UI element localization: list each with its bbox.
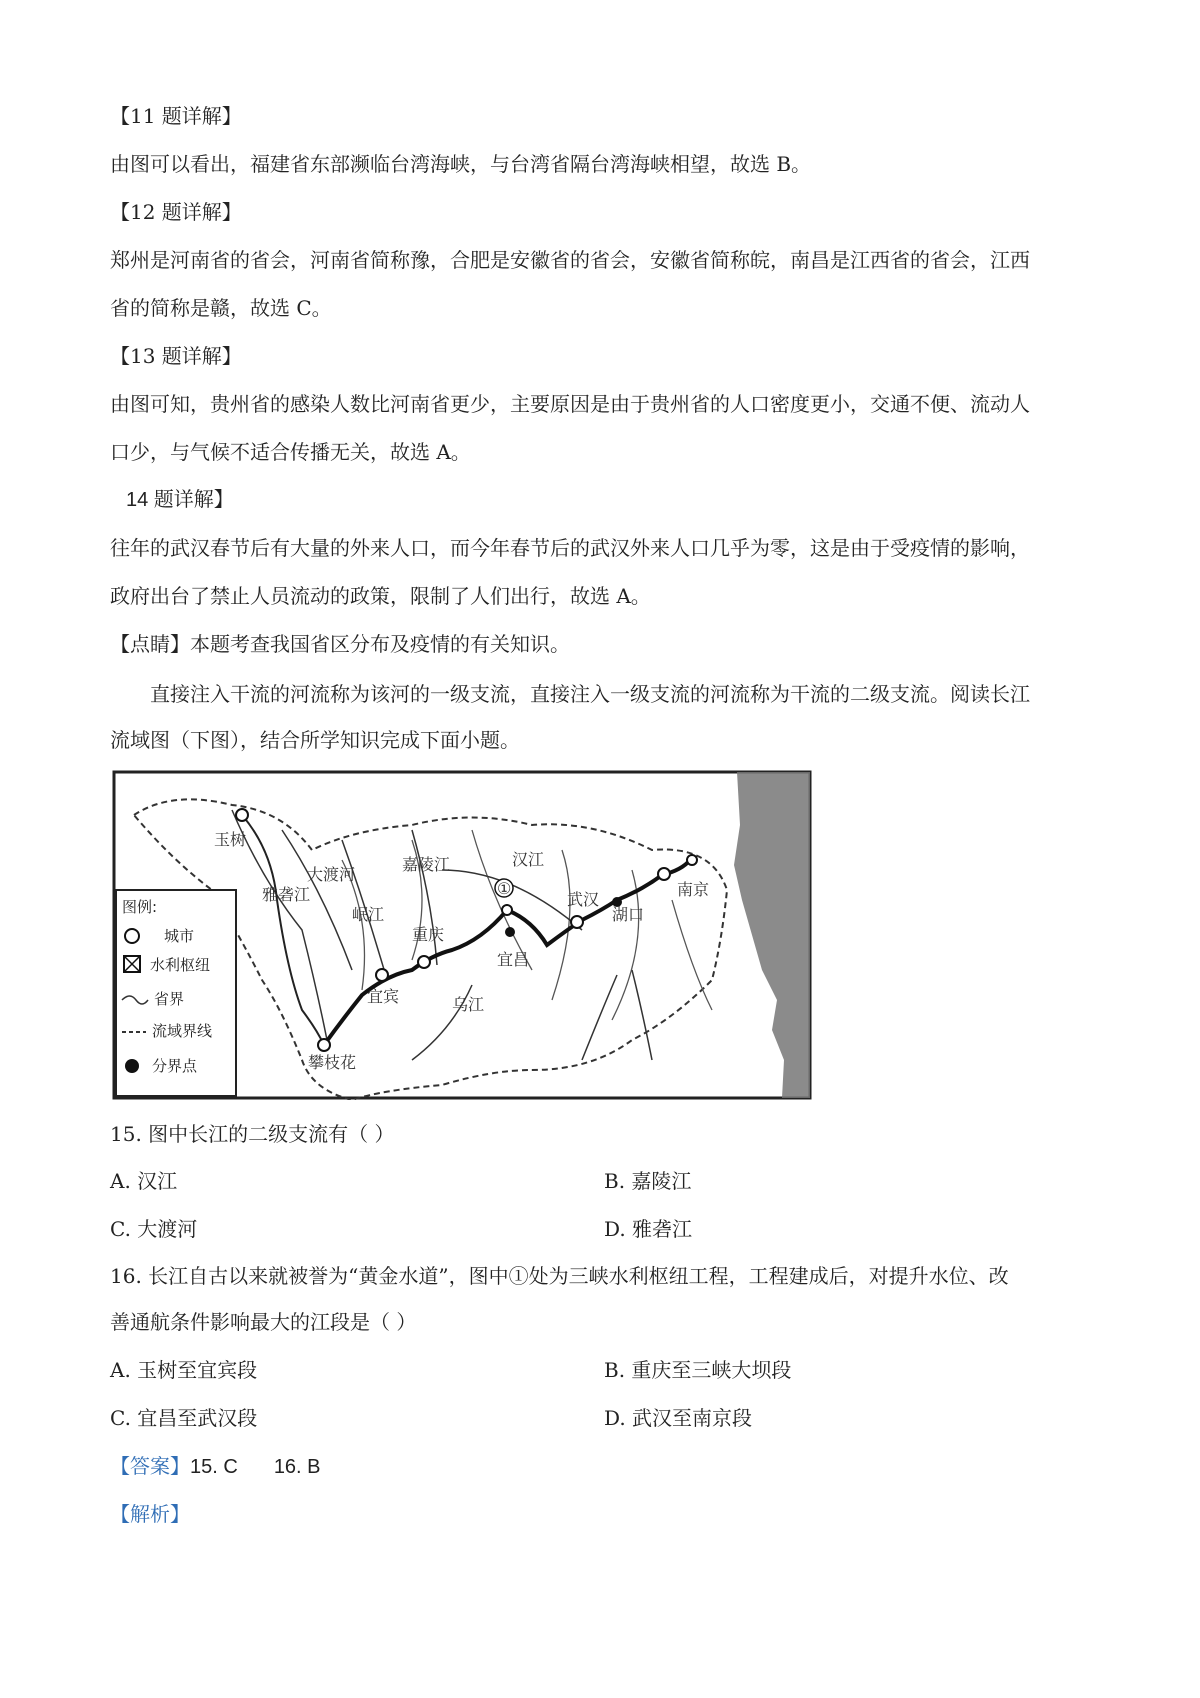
city-wuhan	[571, 916, 583, 928]
legend-dam: 水利枢纽	[150, 956, 211, 974]
intro-paragraph-2: 流域图（下图），结合所学知识完成下面小题。	[110, 728, 520, 752]
city-yushu	[236, 809, 248, 821]
q16-stem-1: 16. 长江自古以来就被誉为“黄金水道”，图中①处为三峡水利枢纽工程，工程建成后，对提升水位、改	[110, 1264, 1009, 1288]
label-hukou: 湖口	[612, 905, 645, 924]
answer-row	[110, 1452, 321, 1481]
answer-16: 16. B	[273, 1456, 321, 1478]
label-dadu: 大渡河	[307, 865, 356, 884]
answer-label: 【答案】	[110, 1454, 190, 1478]
legend-boundary-symbol	[125, 1059, 139, 1073]
yangtze-basin-map	[112, 770, 812, 1100]
label-nanjing: 南京	[677, 880, 710, 899]
city-nanjing	[658, 868, 670, 880]
legend-city-symbol	[125, 929, 139, 943]
q12-body-2: 省的简称是赣，故选 C。	[110, 296, 332, 320]
legend-city: 城市	[164, 927, 195, 945]
city-panzhihua	[318, 1039, 330, 1051]
label-min: 岷江	[352, 905, 385, 924]
q14-heading: 14 题详解】	[126, 489, 234, 511]
city-chongqing	[418, 956, 430, 968]
city-yichang	[502, 905, 512, 915]
label-yichang: 宜昌	[497, 950, 530, 969]
label-chongqing: 重庆	[412, 925, 445, 944]
q11-body: 由图可以看出，福建省东部濒临台湾海峡，与台湾省隔台湾海峡相望，故选 B。	[110, 152, 812, 176]
label-han: 汉江	[512, 850, 545, 869]
boundary-point-yichang	[505, 927, 515, 937]
dianjing-note: 【点睛】本题考查我国省区分布及疫情的有关知识。	[110, 632, 570, 656]
legend-boundary: 分界点	[152, 1057, 198, 1075]
q15-option-a: A. 汉江	[110, 1169, 178, 1193]
label-yibin: 宜宾	[367, 987, 400, 1006]
label-yalong: 雅砻江	[262, 885, 311, 904]
city-yibin	[376, 969, 388, 981]
marker-1-label: ①	[497, 879, 512, 898]
analysis-label: 【解析】	[110, 1502, 190, 1526]
legend-basin: 流域界线	[152, 1022, 213, 1040]
city-shanghai	[687, 855, 697, 865]
label-yushu: 玉树	[214, 830, 247, 849]
answer-15: 15. C	[190, 1456, 238, 1478]
q14-body-1: 往年的武汉春节后有大量的外来人口，而今年春节后的武汉外来人口几乎为零，这是由于受疫情的影响，	[110, 536, 1030, 560]
q13-body-1: 由图可知，贵州省的感染人数比河南省更少，主要原因是由于贵州省的人口密度更小，交通不便、流动人	[110, 392, 1030, 416]
q16-stem-2: 善通航条件影响最大的江段是（ ）	[110, 1310, 417, 1334]
q12-body-1: 郑州是河南省的省会，河南省简称豫，合肥是安徽省的省会，安徽省简称皖，南昌是江西省的省会，江西	[110, 248, 1030, 272]
q13-body-2: 口少，与气候不适合传播无关，故选 A。	[110, 440, 471, 464]
label-wuhan: 武汉	[567, 890, 600, 909]
intro-paragraph-1: 直接注入干流的河流称为该河的一级支流，直接注入一级支流的河流称为干流的二级支流。阅读长江	[150, 682, 1030, 706]
q15-option-c: C. 大渡河	[110, 1217, 198, 1241]
q11-heading: 【11 题详解】	[110, 104, 242, 128]
label-panzhihua: 攀枝花	[308, 1053, 357, 1072]
legend-title: 图例:	[122, 898, 158, 916]
q16-option-d: D. 武汉至南京段	[604, 1406, 753, 1430]
label-wu: 乌江	[452, 995, 485, 1014]
q13-heading: 【13 题详解】	[110, 344, 242, 368]
label-jialing: 嘉陵江	[402, 855, 451, 874]
q12-heading: 【12 题详解】	[110, 200, 242, 224]
legend-province: 省界	[154, 990, 185, 1008]
q14-body-2: 政府出台了禁止人员流动的政策，限制了人们出行，故选 A。	[110, 584, 651, 608]
q16-option-c: C. 宜昌至武汉段	[110, 1406, 258, 1430]
q15-option-b: B. 嘉陵江	[604, 1169, 692, 1193]
q15-stem: 15. 图中长江的二级支流有（ ）	[110, 1122, 395, 1146]
q16-option-a: A. 玉树至宜宾段	[110, 1358, 258, 1382]
q15-option-d: D. 雅砻江	[604, 1217, 693, 1241]
q16-option-b: B. 重庆至三峡大坝段	[604, 1358, 792, 1382]
